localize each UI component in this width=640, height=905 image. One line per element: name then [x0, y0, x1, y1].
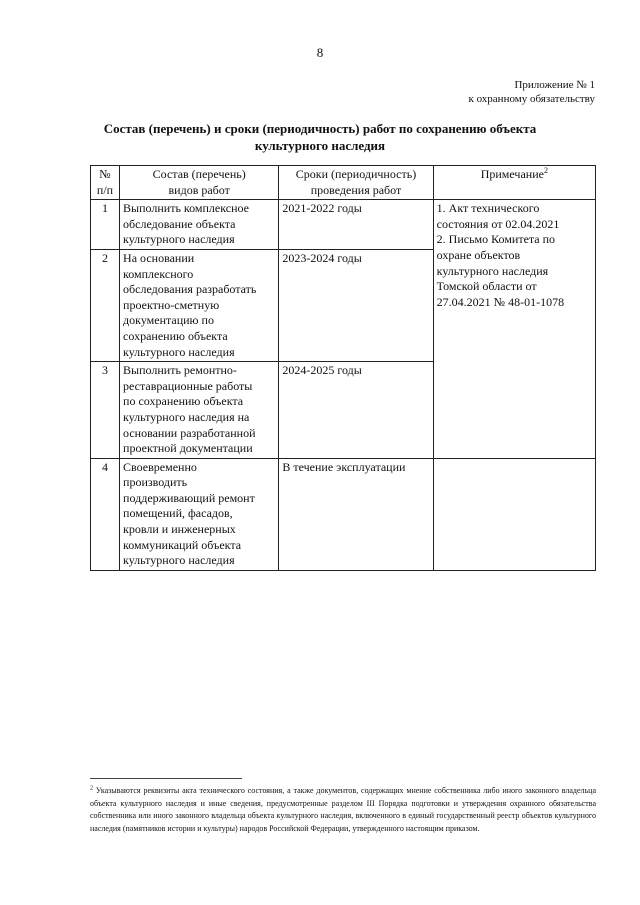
- header-text: п/п: [96, 182, 114, 197]
- header-text: видов работ: [168, 182, 230, 197]
- header-num: [91, 166, 120, 200]
- note-line: состояния от 02.04.2021: [436, 216, 560, 231]
- footnote: [90, 785, 596, 835]
- cell-line: производить: [123, 475, 188, 490]
- note-line: 27.04.2021 № 48-01-1078: [436, 294, 565, 309]
- note-line: 2. Письмо Комитета по: [436, 232, 556, 247]
- row-work: [120, 200, 279, 250]
- title-line: Состав (перечень) и сроки (периодичность) работ по сохранению объекта: [103, 121, 537, 136]
- header-text: Состав (перечень): [152, 167, 246, 181]
- note-cell-empty: [433, 458, 595, 570]
- header-text: №: [99, 167, 111, 181]
- cell-line: коммуникаций объекта: [123, 537, 242, 552]
- cell-line: сохранению объекта: [123, 328, 228, 343]
- note-line: культурного наследия: [436, 263, 549, 278]
- document-title: [90, 120, 550, 154]
- cell-line: На основании: [123, 250, 195, 265]
- footnote-marker: 2: [90, 785, 93, 792]
- title-line: культурного наследия: [254, 138, 386, 153]
- footnote-ref: 2: [543, 166, 548, 175]
- note-line: 1. Акт технического: [436, 201, 540, 216]
- appendix-header: [468, 78, 595, 106]
- appendix-line: Приложение № 1: [514, 79, 595, 91]
- row-work: [120, 458, 279, 570]
- cell-line: культурного наследия на: [123, 409, 250, 424]
- cell-line: Выполнить ремонтно-: [123, 363, 237, 378]
- row-num: 3: [91, 362, 120, 459]
- header-period: [279, 166, 433, 200]
- cell-line: обследования разработать: [123, 282, 257, 297]
- cell-line: комплексного: [123, 266, 194, 281]
- cell-line: Своевременно: [123, 459, 197, 474]
- row-num: 4: [91, 458, 120, 570]
- header-text: Сроки (периодичность): [295, 167, 417, 181]
- cell-line: культурного наследия: [123, 232, 235, 247]
- row-period: 2023-2024 годы: [279, 249, 433, 361]
- header-text: проведения работ: [310, 182, 402, 197]
- row-work: [120, 249, 279, 361]
- header-note: [433, 166, 595, 200]
- row-work: [120, 362, 279, 459]
- appendix-line: к охранному обязательству: [468, 93, 595, 105]
- footnote-text: Указываются реквизиты акта технического состояния, а также документов, содержащих мнение собственника либо иного законного владельца объекта культурного наследия и иные сведения, предусмотренные разделом III Порядка подготовки и утверждения охранного обязательства собственника или иного законного владельца объекта культурного наследия, включенного в единый государственный реестр объектов культурного наследия (памятников истории и культуры) народов Российской Федерации, утвержденного настоящим приказом.: [90, 786, 596, 833]
- note-cell: [433, 200, 595, 459]
- cell-line: помещений, фасадов,: [123, 506, 233, 521]
- row-num: 1: [91, 200, 120, 250]
- table-row: [91, 200, 596, 250]
- row-period: В течение эксплуатации: [279, 458, 433, 570]
- cell-line: культурного наследия: [123, 344, 235, 359]
- header-work: [120, 166, 279, 200]
- cell-line: по сохранению объекта: [123, 394, 244, 409]
- header-text: Примечание: [480, 167, 544, 181]
- cell-line: проектно-сметную: [123, 297, 220, 312]
- row-period: 2021-2022 годы: [279, 200, 433, 250]
- works-table: [90, 165, 596, 571]
- cell-line: Выполнить комплексное: [123, 201, 249, 216]
- table-row: [91, 458, 596, 570]
- cell-line: поддерживающий ремонт: [123, 490, 255, 505]
- cell-line: реставрационные работы: [123, 378, 253, 393]
- note-line: Томской области от: [436, 279, 537, 294]
- table-header-row: [91, 166, 596, 200]
- cell-line: культурного наследия: [123, 553, 235, 568]
- row-period: 2024-2025 годы: [279, 362, 433, 459]
- page-number: 8: [316, 45, 324, 60]
- cell-line: основании разработанной: [123, 425, 256, 440]
- note-line: охране объектов: [436, 247, 521, 262]
- cell-line: обследование объекта: [123, 216, 236, 231]
- cell-line: кровли и инженерных: [123, 522, 236, 537]
- row-num: 2: [91, 249, 120, 361]
- cell-line: проектной документации: [123, 441, 253, 456]
- cell-line: документацию по: [123, 313, 214, 328]
- footnote-divider: [90, 778, 242, 779]
